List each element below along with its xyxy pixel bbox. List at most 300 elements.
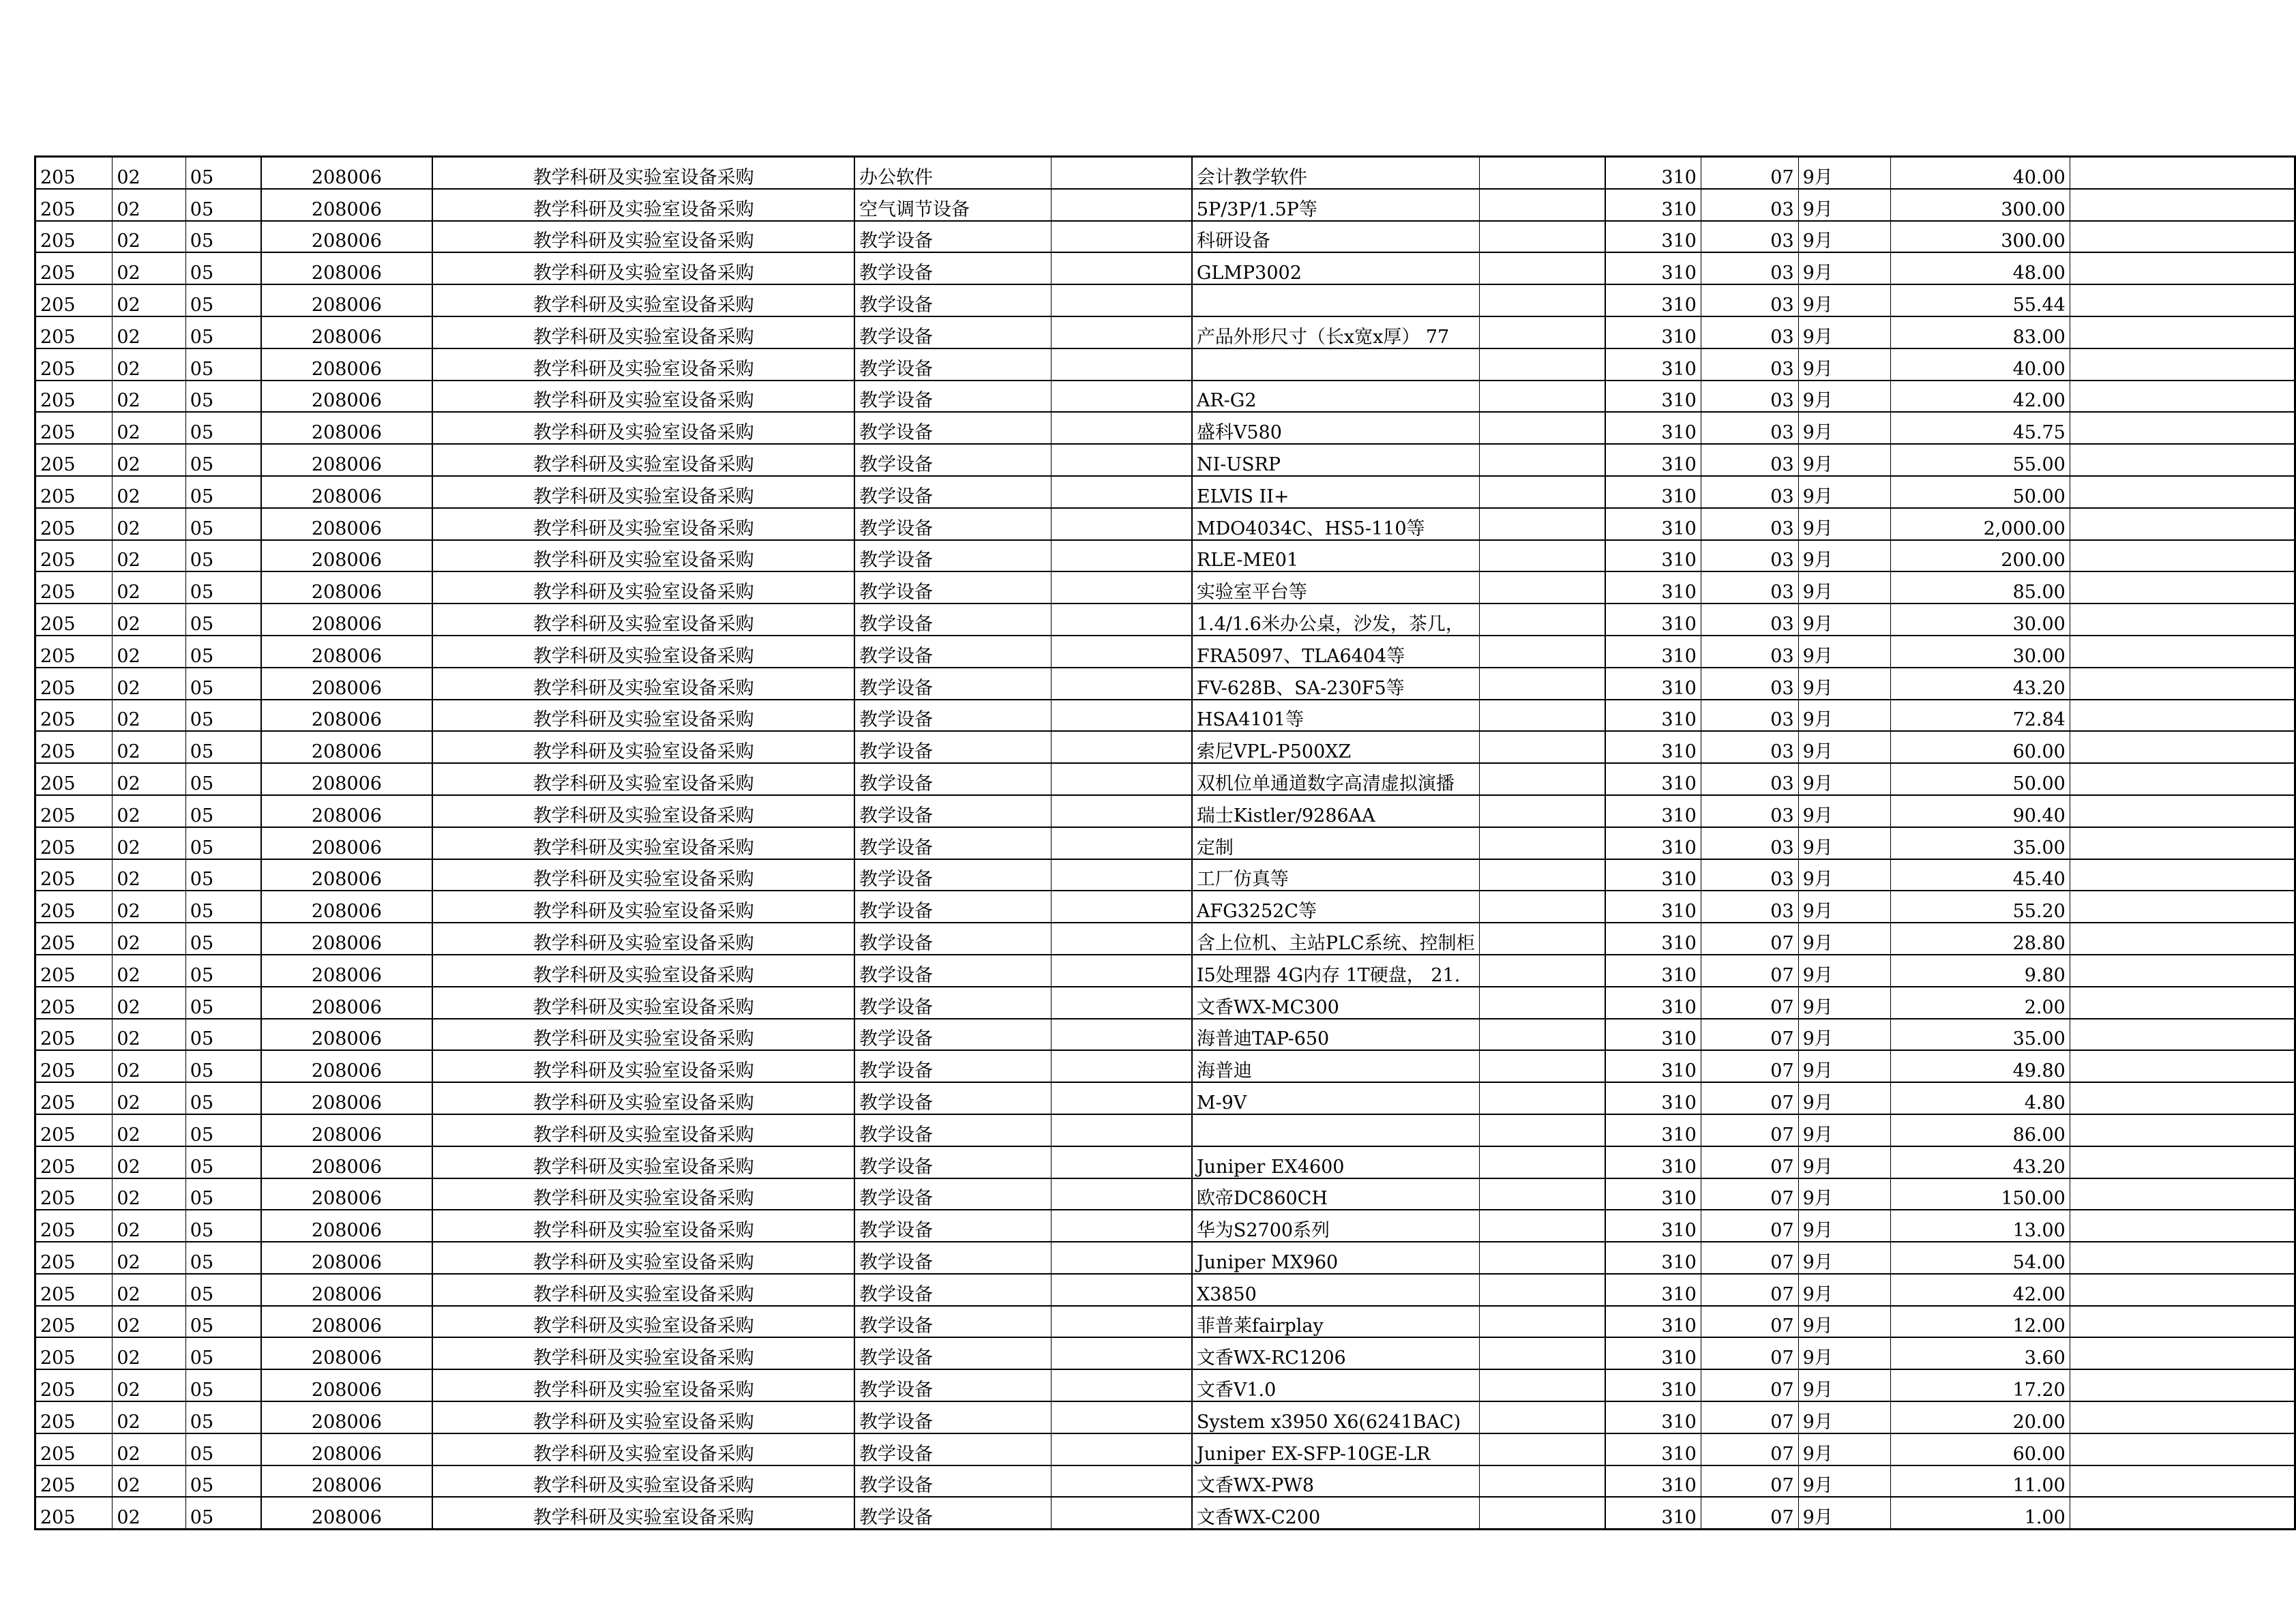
table-row [35, 444, 2295, 476]
cell-class-code: 02 [113, 604, 185, 636]
cell-model-spec: 文香WX-PW8 [1192, 1465, 1479, 1498]
cell-spec-blank [1051, 444, 1191, 476]
cell-category-code: 205 [35, 1433, 113, 1465]
cell-item-code: 05 [185, 412, 260, 444]
cell-unit-code: 310 [1605, 731, 1701, 763]
cell-unit-code: 310 [1605, 1146, 1701, 1178]
cell-project-name: 教学科研及实验室设备采购 [432, 1306, 854, 1338]
cell-class-code: 02 [113, 316, 185, 348]
cell-item-code: 05 [185, 540, 260, 572]
cell-type-code: 03 [1701, 891, 1798, 923]
cell-model-spec: 双机位单通道数字高清虚拟演播 [1192, 763, 1479, 795]
cell-item-type: 教学设备 [854, 1369, 1051, 1401]
cell-category-code: 205 [35, 1274, 113, 1306]
cell-spec-extra [1479, 731, 1605, 763]
cell-spec-blank [1051, 540, 1191, 572]
cell-amount: 300.00 [1890, 189, 2070, 221]
cell-category-code: 205 [35, 1178, 113, 1210]
cell-project-code: 208006 [261, 1178, 433, 1210]
cell-class-code: 02 [113, 1082, 185, 1114]
cell-category-code: 205 [35, 923, 113, 955]
cell-type-code: 03 [1701, 444, 1798, 476]
cell-spec-extra [1479, 1497, 1605, 1529]
cell-type-code: 03 [1701, 700, 1798, 732]
cell-item-type: 办公软件 [854, 157, 1051, 189]
cell-remark [2070, 1082, 2295, 1114]
cell-remark [2070, 795, 2295, 827]
cell-remark [2070, 1210, 2295, 1242]
cell-class-code: 02 [113, 1242, 185, 1274]
cell-spec-extra [1479, 221, 1605, 253]
cell-spec-extra [1479, 412, 1605, 444]
table-row [35, 1019, 2295, 1051]
cell-spec-extra [1479, 571, 1605, 604]
cell-month: 9月 [1798, 1369, 1890, 1401]
cell-item-type: 教学设备 [854, 1433, 1051, 1465]
cell-unit-code: 310 [1605, 891, 1701, 923]
cell-spec-extra [1479, 508, 1605, 540]
cell-project-code: 208006 [261, 891, 433, 923]
cell-spec-extra [1479, 189, 1605, 221]
cell-type-code: 03 [1701, 316, 1798, 348]
cell-spec-blank [1051, 827, 1191, 859]
cell-unit-code: 310 [1605, 284, 1701, 316]
cell-project-code: 208006 [261, 1082, 433, 1114]
procurement-table [34, 155, 2296, 1530]
cell-unit-code: 310 [1605, 348, 1701, 381]
cell-type-code: 07 [1701, 1114, 1798, 1146]
cell-spec-extra [1479, 1433, 1605, 1465]
cell-model-spec: AR-G2 [1192, 381, 1479, 413]
cell-project-name: 教学科研及实验室设备采购 [432, 1114, 854, 1146]
cell-type-code: 07 [1701, 1210, 1798, 1242]
cell-amount: 90.40 [1890, 795, 2070, 827]
cell-month: 9月 [1798, 381, 1890, 413]
cell-item-code: 05 [185, 987, 260, 1019]
cell-month: 9月 [1798, 955, 1890, 987]
cell-month: 9月 [1798, 636, 1890, 668]
cell-spec-extra [1479, 1465, 1605, 1498]
cell-model-spec: 文香WX-C200 [1192, 1497, 1479, 1529]
cell-category-code: 205 [35, 284, 113, 316]
cell-model-spec: RLE-ME01 [1192, 540, 1479, 572]
cell-category-code: 205 [35, 1242, 113, 1274]
table-row [35, 189, 2295, 221]
cell-type-code: 07 [1701, 1082, 1798, 1114]
cell-remark [2070, 571, 2295, 604]
cell-project-name: 教学科研及实验室设备采购 [432, 891, 854, 923]
cell-item-code: 05 [185, 348, 260, 381]
cell-item-code: 05 [185, 636, 260, 668]
cell-spec-blank [1051, 795, 1191, 827]
table-row [35, 827, 2295, 859]
cell-spec-blank [1051, 1274, 1191, 1306]
cell-model-spec: I5处理器 4G内存 1T硬盘， 21. [1192, 955, 1479, 987]
cell-remark [2070, 1146, 2295, 1178]
cell-project-name: 教学科研及实验室设备采购 [432, 1082, 854, 1114]
table-row [35, 1146, 2295, 1178]
cell-amount: 1.00 [1890, 1497, 2070, 1529]
cell-type-code: 07 [1701, 1019, 1798, 1051]
cell-item-code: 05 [185, 923, 260, 955]
cell-amount: 40.00 [1890, 157, 2070, 189]
cell-spec-blank [1051, 1497, 1191, 1529]
cell-project-code: 208006 [261, 1497, 433, 1529]
cell-spec-blank [1051, 1178, 1191, 1210]
cell-unit-code: 310 [1605, 252, 1701, 284]
cell-unit-code: 310 [1605, 1306, 1701, 1338]
cell-class-code: 02 [113, 731, 185, 763]
cell-type-code: 03 [1701, 508, 1798, 540]
cell-project-name: 教学科研及实验室设备采购 [432, 1050, 854, 1082]
cell-project-name: 教学科研及实验室设备采购 [432, 157, 854, 189]
cell-category-code: 205 [35, 1082, 113, 1114]
cell-project-code: 208006 [261, 700, 433, 732]
cell-remark [2070, 1114, 2295, 1146]
cell-amount: 28.80 [1890, 923, 2070, 955]
cell-spec-blank [1051, 1146, 1191, 1178]
cell-model-spec: MDO4034C、HS5-110等 [1192, 508, 1479, 540]
cell-item-type: 教学设备 [854, 221, 1051, 253]
table-row [35, 1369, 2295, 1401]
cell-month: 9月 [1798, 1401, 1890, 1433]
cell-model-spec: Juniper EX4600 [1192, 1146, 1479, 1178]
cell-remark [2070, 1019, 2295, 1051]
table-row [35, 795, 2295, 827]
cell-project-code: 208006 [261, 1433, 433, 1465]
cell-model-spec: 产品外形尺寸（长x宽x厚） 77 [1192, 316, 1479, 348]
cell-unit-code: 310 [1605, 508, 1701, 540]
cell-spec-blank [1051, 1242, 1191, 1274]
cell-model-spec: 1.4/1.6米办公桌，沙发，茶几， [1192, 604, 1479, 636]
cell-spec-blank [1051, 476, 1191, 508]
cell-model-spec: X3850 [1192, 1274, 1479, 1306]
table-row [35, 1242, 2295, 1274]
cell-project-name: 教学科研及实验室设备采购 [432, 221, 854, 253]
cell-class-code: 02 [113, 1306, 185, 1338]
cell-item-code: 05 [185, 1210, 260, 1242]
cell-class-code: 02 [113, 668, 185, 700]
cell-item-type: 教学设备 [854, 700, 1051, 732]
cell-remark [2070, 1433, 2295, 1465]
cell-spec-blank [1051, 1210, 1191, 1242]
cell-project-code: 208006 [261, 1369, 433, 1401]
cell-type-code: 07 [1701, 1433, 1798, 1465]
cell-project-code: 208006 [261, 1337, 433, 1369]
cell-project-code: 208006 [261, 923, 433, 955]
cell-type-code: 03 [1701, 668, 1798, 700]
cell-unit-code: 310 [1605, 700, 1701, 732]
cell-project-name: 教学科研及实验室设备采购 [432, 1369, 854, 1401]
cell-category-code: 205 [35, 859, 113, 891]
table-row [35, 316, 2295, 348]
cell-item-type: 教学设备 [854, 891, 1051, 923]
cell-amount: 85.00 [1890, 571, 2070, 604]
cell-spec-blank [1051, 157, 1191, 189]
cell-month: 9月 [1798, 444, 1890, 476]
cell-type-code: 07 [1701, 1274, 1798, 1306]
cell-type-code: 03 [1701, 381, 1798, 413]
cell-item-type: 教学设备 [854, 1337, 1051, 1369]
cell-model-spec: M-9V [1192, 1082, 1479, 1114]
cell-amount: 11.00 [1890, 1465, 2070, 1498]
cell-type-code: 07 [1701, 1497, 1798, 1529]
table-row [35, 1274, 2295, 1306]
cell-unit-code: 310 [1605, 540, 1701, 572]
cell-item-type: 教学设备 [854, 1082, 1051, 1114]
cell-item-code: 05 [185, 604, 260, 636]
cell-class-code: 02 [113, 1050, 185, 1082]
table-row [35, 1050, 2295, 1082]
cell-spec-extra [1479, 1274, 1605, 1306]
cell-project-name: 教学科研及实验室设备采购 [432, 1465, 854, 1498]
cell-month: 9月 [1798, 571, 1890, 604]
cell-spec-blank [1051, 955, 1191, 987]
cell-project-name: 教学科研及实验室设备采购 [432, 1433, 854, 1465]
cell-spec-blank [1051, 189, 1191, 221]
cell-type-code: 03 [1701, 284, 1798, 316]
table-row [35, 348, 2295, 381]
cell-spec-extra [1479, 859, 1605, 891]
table-row [35, 1306, 2295, 1338]
cell-item-code: 05 [185, 1242, 260, 1274]
cell-unit-code: 310 [1605, 157, 1701, 189]
cell-remark [2070, 1050, 2295, 1082]
cell-project-code: 208006 [261, 1146, 433, 1178]
cell-model-spec [1192, 348, 1479, 381]
cell-spec-extra [1479, 540, 1605, 572]
cell-month: 9月 [1798, 827, 1890, 859]
cell-type-code: 07 [1701, 987, 1798, 1019]
cell-item-type: 教学设备 [854, 316, 1051, 348]
cell-category-code: 205 [35, 1146, 113, 1178]
table-row [35, 1465, 2295, 1498]
cell-project-code: 208006 [261, 859, 433, 891]
cell-project-name: 教学科研及实验室设备采购 [432, 923, 854, 955]
cell-remark [2070, 1401, 2295, 1433]
cell-class-code: 02 [113, 987, 185, 1019]
cell-item-type: 教学设备 [854, 668, 1051, 700]
cell-model-spec: 会计教学软件 [1192, 157, 1479, 189]
cell-project-code: 208006 [261, 508, 433, 540]
cell-project-code: 208006 [261, 1401, 433, 1433]
cell-month: 9月 [1798, 731, 1890, 763]
cell-project-name: 教学科研及实验室设备采购 [432, 700, 854, 732]
cell-project-name: 教学科研及实验室设备采购 [432, 189, 854, 221]
cell-model-spec: 菲普莱fairplay [1192, 1306, 1479, 1338]
cell-project-code: 208006 [261, 604, 433, 636]
cell-item-code: 05 [185, 1050, 260, 1082]
cell-remark [2070, 1497, 2295, 1529]
cell-month: 9月 [1798, 221, 1890, 253]
cell-spec-extra [1479, 316, 1605, 348]
cell-spec-blank [1051, 700, 1191, 732]
cell-type-code: 03 [1701, 476, 1798, 508]
cell-month: 9月 [1798, 284, 1890, 316]
cell-category-code: 205 [35, 189, 113, 221]
cell-month: 9月 [1798, 157, 1890, 189]
cell-amount: 9.80 [1890, 955, 2070, 987]
cell-item-type: 教学设备 [854, 252, 1051, 284]
cell-spec-extra [1479, 891, 1605, 923]
cell-item-code: 05 [185, 508, 260, 540]
cell-model-spec: 实验室平台等 [1192, 571, 1479, 604]
cell-type-code: 03 [1701, 412, 1798, 444]
cell-spec-extra [1479, 1050, 1605, 1082]
table-row [35, 1082, 2295, 1114]
cell-class-code: 02 [113, 636, 185, 668]
cell-class-code: 02 [113, 763, 185, 795]
cell-amount: 60.00 [1890, 731, 2070, 763]
cell-month: 9月 [1798, 604, 1890, 636]
cell-type-code: 07 [1701, 1242, 1798, 1274]
cell-spec-blank [1051, 987, 1191, 1019]
table-row [35, 571, 2295, 604]
cell-unit-code: 310 [1605, 859, 1701, 891]
cell-type-code: 03 [1701, 252, 1798, 284]
cell-spec-extra [1479, 636, 1605, 668]
cell-item-type: 教学设备 [854, 571, 1051, 604]
cell-month: 9月 [1798, 1306, 1890, 1338]
cell-type-code: 07 [1701, 1337, 1798, 1369]
cell-amount: 35.00 [1890, 827, 2070, 859]
cell-unit-code: 310 [1605, 1050, 1701, 1082]
cell-spec-extra [1479, 1401, 1605, 1433]
cell-spec-extra [1479, 604, 1605, 636]
cell-model-spec: 瑞士Kistler/9286AA [1192, 795, 1479, 827]
cell-type-code: 03 [1701, 731, 1798, 763]
cell-item-code: 05 [185, 1337, 260, 1369]
cell-amount: 50.00 [1890, 476, 2070, 508]
cell-amount: 45.40 [1890, 859, 2070, 891]
cell-item-type: 教学设备 [854, 1274, 1051, 1306]
cell-month: 9月 [1798, 1178, 1890, 1210]
cell-remark [2070, 636, 2295, 668]
cell-unit-code: 310 [1605, 444, 1701, 476]
cell-project-code: 208006 [261, 987, 433, 1019]
cell-item-code: 05 [185, 1369, 260, 1401]
cell-item-code: 05 [185, 668, 260, 700]
cell-category-code: 205 [35, 348, 113, 381]
cell-model-spec: ELVIS II+ [1192, 476, 1479, 508]
cell-class-code: 02 [113, 381, 185, 413]
cell-spec-extra [1479, 1178, 1605, 1210]
cell-class-code: 02 [113, 891, 185, 923]
cell-item-type: 教学设备 [854, 1242, 1051, 1274]
cell-item-type: 教学设备 [854, 1401, 1051, 1433]
cell-category-code: 205 [35, 316, 113, 348]
cell-project-name: 教学科研及实验室设备采购 [432, 731, 854, 763]
cell-month: 9月 [1798, 412, 1890, 444]
cell-remark [2070, 1465, 2295, 1498]
cell-month: 9月 [1798, 1210, 1890, 1242]
cell-project-name: 教学科研及实验室设备采购 [432, 476, 854, 508]
cell-amount: 86.00 [1890, 1114, 2070, 1146]
cell-model-spec: 华为S2700系列 [1192, 1210, 1479, 1242]
cell-spec-extra [1479, 252, 1605, 284]
cell-month: 9月 [1798, 189, 1890, 221]
cell-amount: 45.75 [1890, 412, 2070, 444]
cell-type-code: 07 [1701, 1146, 1798, 1178]
cell-amount: 40.00 [1890, 348, 2070, 381]
cell-month: 9月 [1798, 1274, 1890, 1306]
cell-item-type: 教学设备 [854, 763, 1051, 795]
cell-class-code: 02 [113, 540, 185, 572]
cell-model-spec: 海普迪TAP-650 [1192, 1019, 1479, 1051]
cell-category-code: 205 [35, 1306, 113, 1338]
cell-remark [2070, 508, 2295, 540]
cell-class-code: 02 [113, 700, 185, 732]
cell-unit-code: 310 [1605, 412, 1701, 444]
cell-month: 9月 [1798, 987, 1890, 1019]
cell-item-code: 05 [185, 1146, 260, 1178]
table-row [35, 987, 2295, 1019]
cell-class-code: 02 [113, 859, 185, 891]
cell-item-type: 教学设备 [854, 1114, 1051, 1146]
cell-class-code: 02 [113, 1178, 185, 1210]
cell-item-code: 05 [185, 316, 260, 348]
cell-project-code: 208006 [261, 731, 433, 763]
cell-category-code: 205 [35, 604, 113, 636]
cell-category-code: 205 [35, 571, 113, 604]
cell-amount: 60.00 [1890, 1433, 2070, 1465]
cell-spec-blank [1051, 1465, 1191, 1498]
cell-month: 9月 [1798, 1019, 1890, 1051]
cell-unit-code: 310 [1605, 1337, 1701, 1369]
cell-remark [2070, 444, 2295, 476]
cell-spec-extra [1479, 1114, 1605, 1146]
cell-model-spec: System x3950 X6(6241BAC) [1192, 1401, 1479, 1433]
cell-item-type: 教学设备 [854, 1050, 1051, 1082]
cell-month: 9月 [1798, 1465, 1890, 1498]
table-row [35, 157, 2295, 189]
cell-remark [2070, 1178, 2295, 1210]
cell-project-code: 208006 [261, 955, 433, 987]
cell-category-code: 205 [35, 763, 113, 795]
cell-project-name: 教学科研及实验室设备采购 [432, 1178, 854, 1210]
cell-amount: 42.00 [1890, 381, 2070, 413]
cell-class-code: 02 [113, 252, 185, 284]
cell-amount: 20.00 [1890, 1401, 2070, 1433]
cell-item-type: 教学设备 [854, 1146, 1051, 1178]
cell-project-code: 208006 [261, 284, 433, 316]
cell-category-code: 205 [35, 668, 113, 700]
cell-project-name: 教学科研及实验室设备采购 [432, 1019, 854, 1051]
cell-unit-code: 310 [1605, 1114, 1701, 1146]
cell-amount: 35.00 [1890, 1019, 2070, 1051]
cell-amount: 300.00 [1890, 221, 2070, 253]
cell-spec-extra [1479, 763, 1605, 795]
cell-amount: 200.00 [1890, 540, 2070, 572]
cell-class-code: 02 [113, 955, 185, 987]
cell-project-code: 208006 [261, 668, 433, 700]
cell-unit-code: 310 [1605, 316, 1701, 348]
table-row [35, 508, 2295, 540]
cell-model-spec: NI-USRP [1192, 444, 1479, 476]
cell-category-code: 205 [35, 1210, 113, 1242]
cell-amount: 3.60 [1890, 1337, 2070, 1369]
cell-item-code: 05 [185, 955, 260, 987]
cell-spec-blank [1051, 1433, 1191, 1465]
cell-spec-extra [1479, 668, 1605, 700]
cell-spec-blank [1051, 891, 1191, 923]
cell-month: 9月 [1798, 668, 1890, 700]
cell-item-code: 05 [185, 157, 260, 189]
cell-class-code: 02 [113, 476, 185, 508]
table-row [35, 1497, 2295, 1529]
cell-model-spec: 文香WX-MC300 [1192, 987, 1479, 1019]
cell-class-code: 02 [113, 1337, 185, 1369]
